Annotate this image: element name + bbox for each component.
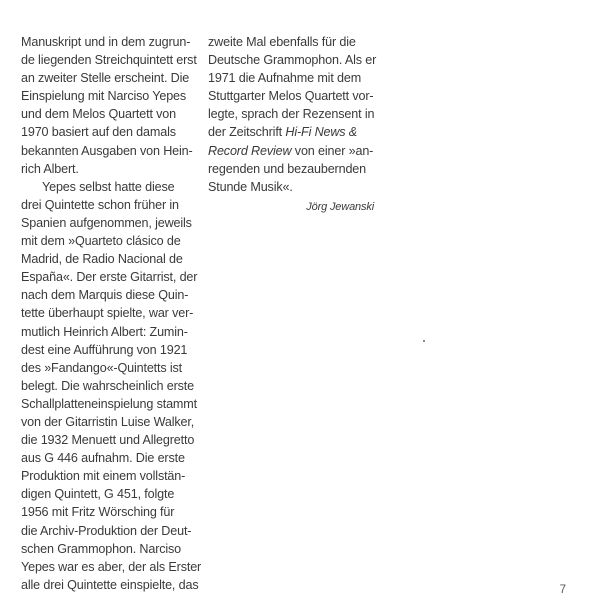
text-line: Spanien aufgenommen, jeweils (21, 215, 192, 230)
text-line: Einspielung mit Narciso Yepes (21, 89, 187, 104)
text-line: legte, sprach der Rezensent in (208, 107, 375, 122)
text-line: Stunde Musik«. (208, 179, 293, 194)
paragraph-start-line: Yepes selbst hatte diese (42, 179, 175, 194)
text-line: alle drei Quintette einspielte, das (21, 577, 199, 592)
text-line: drei Quintette schon früher in (21, 197, 179, 212)
text-line: 1971 die Aufnahme mit dem (208, 71, 362, 86)
text-line: aus G 446 aufnahm. Die erste (21, 451, 185, 466)
text-line (208, 142, 386, 160)
text-line: dest eine Aufführung von 1921 (21, 342, 188, 357)
text-line: 1970 basiert auf den damals (21, 125, 176, 140)
text-line: von der Gitarristin Luise Walker, (21, 414, 195, 429)
text-line: schen Grammophon. Narciso (21, 541, 182, 556)
text-line: mit dem »Quarteto clásico de (21, 234, 181, 249)
text-line: die Archiv-Produktion der Deut- (21, 523, 192, 538)
text-line: Madrid, de Radio Nacional de (21, 252, 183, 267)
text-line: de liegenden Streichquintett erst (21, 53, 197, 68)
text-run: von einer »an- (291, 143, 374, 158)
text-line: Stuttgarter Melos Quartett vor- (208, 89, 374, 104)
text-line: Schallplatteneinspielung stammt (21, 396, 197, 411)
magazine-title-part: Record Review (208, 143, 292, 158)
stray-dot (423, 340, 425, 342)
text-line: digen Quintett, G 451, folgte (21, 487, 175, 502)
author-signature: Jörg Jewanski (306, 200, 374, 213)
page-number: 7 (559, 584, 566, 596)
text-line: die 1932 Menuett und Allegretto (21, 433, 195, 448)
right-text-column (208, 33, 386, 216)
text-line: und dem Melos Quartett von (21, 107, 177, 122)
text-line: belegt. Die wahrscheinlich erste (21, 378, 195, 393)
text-run: der Zeitschrift (208, 125, 286, 140)
text-line: des »Fandango«-Quintetts ist (21, 360, 183, 375)
text-line: regenden und bezaubernden (208, 161, 367, 176)
text-line: nach dem Marquis diese Quin- (21, 288, 189, 303)
text-line: zweite Mal ebenfalls für die (208, 35, 356, 49)
text-line: Manuskript und in dem zugrun- (21, 35, 191, 49)
text-line (208, 123, 386, 141)
text-line: Deutsche Grammophon. Als er (208, 53, 377, 68)
text-line: España«. Der erste Gitarrist, der (21, 270, 198, 285)
text-line: tette überhaupt spielte, war ver- (21, 306, 194, 321)
text-line: an zweiter Stelle erscheint. Die (21, 71, 190, 86)
text-line: Produktion mit einem vollstän- (21, 469, 186, 484)
text-line: Yepes war es aber, der als Erster (21, 559, 202, 574)
text-line: rich Albert. (21, 161, 79, 176)
magazine-title-part: Hi-Fi News & (285, 125, 358, 140)
text-line: bekannten Ausgaben von Hein- (21, 143, 193, 158)
left-text-column (21, 33, 202, 594)
text-line: mutlich Heinrich Albert: Zumin- (21, 324, 188, 339)
text-line: 1956 mit Fritz Wörsching für (21, 505, 175, 520)
